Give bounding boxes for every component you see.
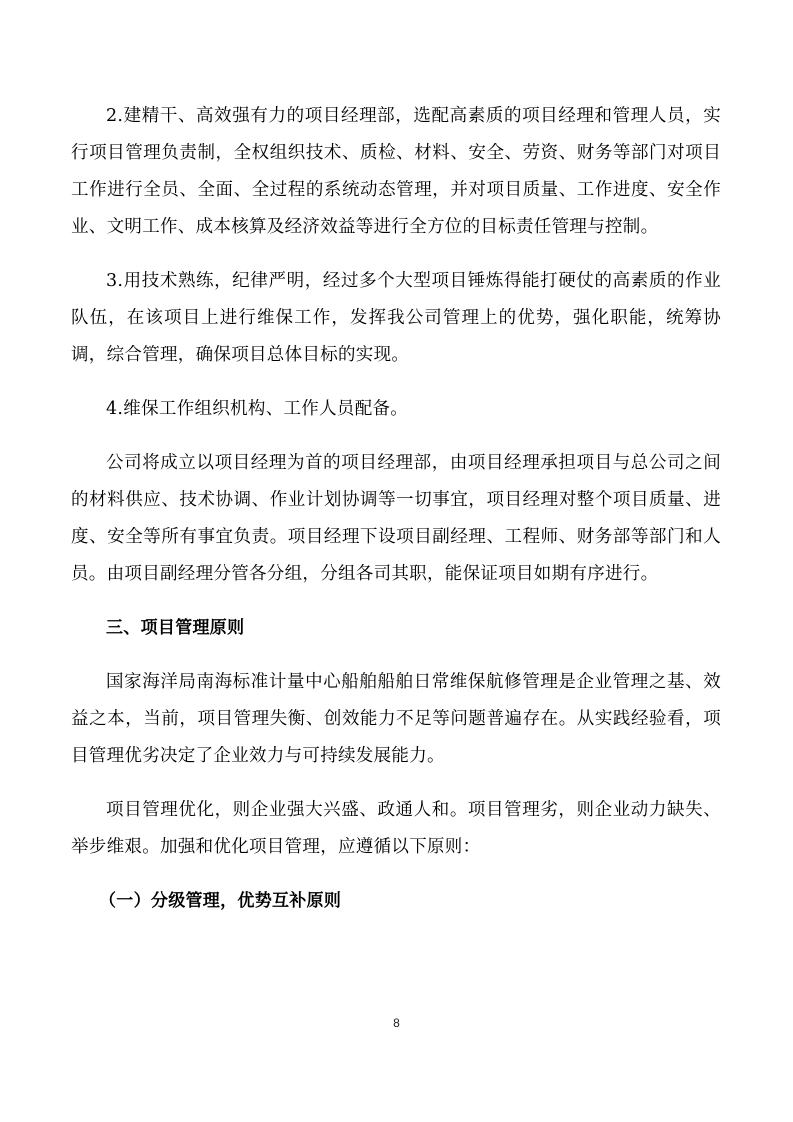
paragraph-principles-intro: 国家海洋局南海标准计量中心船舶船舶日常维保航修管理是企业管理之基、效益之本，当前，项目管理失衡、创效能力不足等问题普遍存在。从实践经验看，项目管理优劣决定了企业效力与可持续发展能力。 bbox=[71, 672, 721, 766]
paragraph-organization: 公司将成立以项目经理为首的项目经理部，由项目经理承担项目与总公司之间的材料供应、技术协调、作业计划协调等一切事宜，项目经理对整个项目质量、进度、安全等所有事宜负责。项目经理下设项目副经理、工程师、财务部等部门和人员。由项目副经理分管各分组，分组各司其职，能保证项目如期有序进行。 bbox=[71, 453, 721, 584]
section-heading: 三、项目管理原则 bbox=[106, 618, 245, 638]
subsection-heading: （一）分级管理，优势互补原则 bbox=[99, 891, 342, 911]
page-number: 8 bbox=[393, 1016, 400, 1030]
page-body bbox=[71, 98, 721, 937]
paragraph-item-3: 3.用技术熟练，纪律严明，经过多个大型项目锤炼得能打硬仗的高素质的作业队伍，在该项目上进行维保工作，发挥我公司管理上的优势，强化职能，统筹协调，综合管理，确保项目总体目标的实现。 bbox=[71, 271, 721, 365]
paragraph-principles-list-intro: 项目管理优化，则企业强大兴盛、政通人和。项目管理劣，则企业动力缺失、举步维艰。加强和优化项目管理，应遵循以下原则： bbox=[71, 800, 721, 857]
paragraph-item-2: 2.建精干、高效强有力的项目经理部，选配高素质的项目经理和管理人员，实行项目管理负责制，全权组织技术、质检、材料、安全、劳资、财务等部门对项目工作进行全员、全面、全过程的系统动态管理，并对项目质量、工作进度、安全作业、文明工作、成本核算及经济效益等进行全方位的目标责任管理与控制。 bbox=[71, 106, 721, 237]
paragraph-item-4: 4.维保工作组织机构、工作人员配备。 bbox=[106, 399, 409, 419]
